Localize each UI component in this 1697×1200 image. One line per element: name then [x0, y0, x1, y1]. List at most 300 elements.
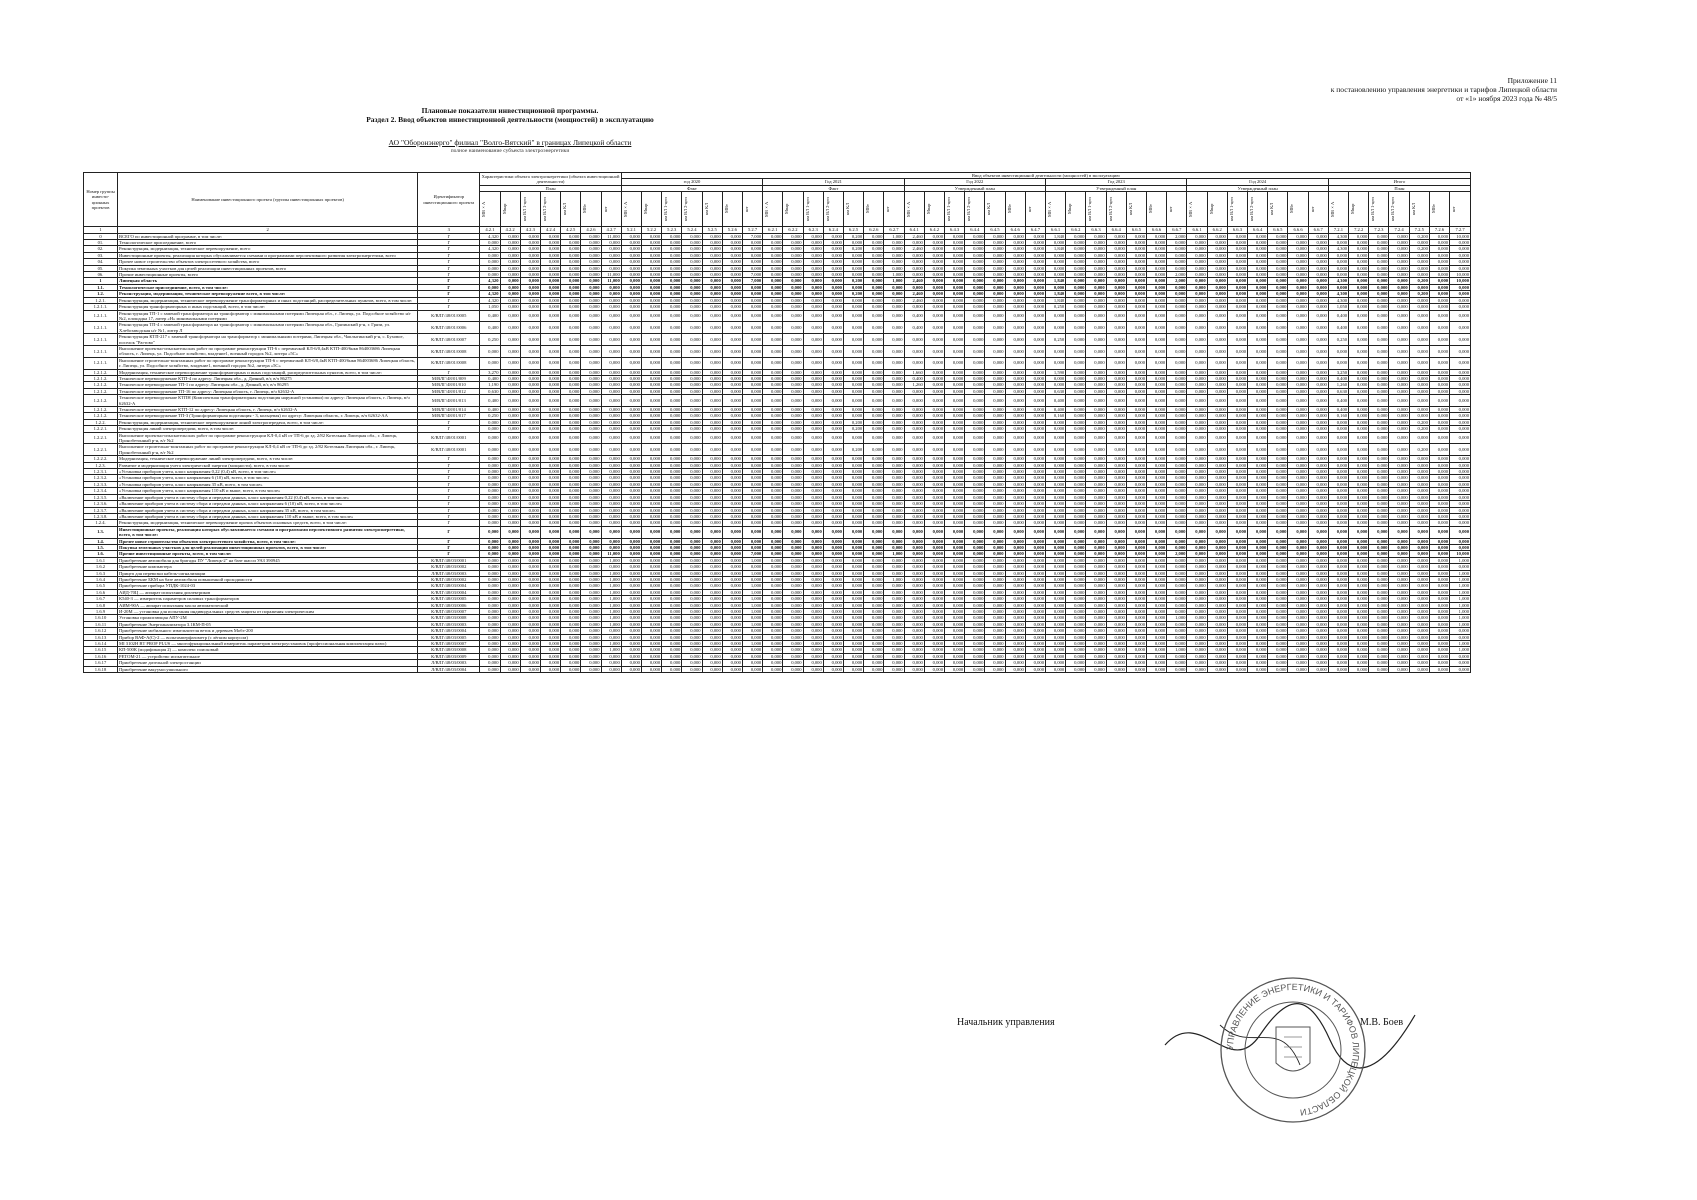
row-value: 0,000: [702, 246, 722, 252]
row-value: 0,000: [1147, 382, 1167, 388]
row-value: 0,000: [682, 481, 702, 487]
header-unit: [1429, 192, 1449, 227]
row-value: 0,000: [904, 469, 924, 475]
row-value: 0,000: [985, 345, 1005, 357]
row-value: 0,000: [480, 494, 500, 500]
index-cell: 4.2.4: [540, 227, 560, 233]
row-value: 0,000: [641, 382, 661, 388]
row-value: 0,000: [1126, 513, 1146, 519]
row-value: 0,000: [641, 345, 661, 357]
row-value: 0,000: [1450, 481, 1471, 487]
row-value: 0,000: [641, 388, 661, 394]
row-value: 0,000: [1106, 641, 1126, 647]
row-value: 0,000: [662, 432, 682, 444]
row-value: 0,000: [1005, 357, 1025, 369]
row-value: 0,000: [1025, 653, 1045, 659]
row-value: 0,000: [965, 596, 985, 602]
row-value: 0,000: [1369, 609, 1389, 615]
row-value: 0,000: [1409, 432, 1429, 444]
row-value: 0,000: [742, 382, 762, 388]
index-cell: 6.2.6: [864, 227, 884, 233]
row-value: 0,000: [803, 666, 823, 672]
row-value: 0,000: [641, 246, 661, 252]
row-value: 0,000: [1288, 265, 1308, 271]
unit-label: МВ×А: [1329, 201, 1335, 217]
row-value: 0,000: [763, 310, 783, 322]
row-value: 0,000: [1349, 462, 1369, 468]
row-value: 0,000: [742, 432, 762, 444]
row-value: 3,270: [480, 369, 500, 375]
row-value: 0,000: [985, 494, 1005, 500]
row-value: 0,000: [1207, 297, 1227, 303]
row-value: 0,000: [1086, 557, 1106, 563]
row-code: 1.4.: [84, 538, 118, 544]
row-value: 0,000: [1147, 291, 1167, 297]
row-value: 0,000: [763, 583, 783, 589]
row-value: 0,000: [621, 628, 641, 634]
row-name: Технологическое присоединение, всего, в том числе:: [118, 284, 418, 290]
row-value: 0,000: [1066, 494, 1086, 500]
row-value: 0,000: [641, 310, 661, 322]
row-value: 0,000: [1248, 233, 1268, 239]
row-value: 0,000: [965, 660, 985, 666]
row-value: 0,000: [520, 494, 540, 500]
row-value: 0,000: [1429, 596, 1449, 602]
row-value: 0,000: [843, 357, 863, 369]
row-value: 0,000: [1046, 513, 1066, 519]
row-value: 0,000: [823, 233, 843, 239]
row-value: 0,000: [621, 609, 641, 615]
row-value: 0,000: [864, 426, 884, 432]
row-value: 0,000: [924, 520, 944, 526]
row-value: 0,000: [864, 557, 884, 563]
row-value: 0,000: [965, 564, 985, 570]
row-value: 0,000: [1429, 641, 1449, 647]
row-value: 0,000: [742, 576, 762, 582]
row-value: 0,000: [1147, 501, 1167, 507]
row-value: 0,000: [1288, 641, 1308, 647]
row-value: 0,000: [864, 233, 884, 239]
row-value: 0,000: [1147, 246, 1167, 252]
row-value: 0,000: [1066, 564, 1086, 570]
row-value: 0,000: [763, 291, 783, 297]
row-value: 0,000: [1409, 481, 1429, 487]
row-value: 0,000: [561, 602, 581, 608]
row-value: 0,000: [1369, 481, 1389, 487]
row-value: 0,000: [823, 602, 843, 608]
row-value: 0,000: [1450, 520, 1471, 526]
row-value: 0,000: [1308, 432, 1328, 444]
row-code: 1.2.2.1.: [84, 432, 118, 444]
row-value: 0,000: [884, 382, 904, 388]
unit-label: МВт: [723, 204, 729, 214]
row-value: 0,000: [1349, 481, 1369, 487]
row-name: Реконструкция, модернизация, техническое перевооружение, всего: [118, 246, 418, 252]
row-value: 0,000: [1288, 551, 1308, 557]
row-value: 0,000: [1005, 602, 1025, 608]
row-value: 0,000: [1248, 538, 1268, 544]
row-value: 0,000: [742, 304, 762, 310]
row-value: 0,000: [1126, 345, 1146, 357]
row-value: 0,000: [1147, 589, 1167, 595]
row-value: 0,000: [540, 444, 560, 456]
row-value: 0,000: [1106, 444, 1126, 456]
row-value: 0,000: [1187, 272, 1207, 278]
row-value: 0,000: [1288, 395, 1308, 407]
row-value: 0,000: [965, 602, 985, 608]
row-value: 0,000: [1268, 609, 1288, 615]
row-value: 0,000: [662, 265, 682, 271]
row-value: 0,000: [945, 334, 965, 346]
row-value: 0,000: [1389, 609, 1409, 615]
row-value: 0,000: [1308, 413, 1328, 419]
row-value: 0,000: [1268, 310, 1288, 322]
row-value: 0,000: [1328, 240, 1348, 246]
row-value: 0,000: [1268, 304, 1288, 310]
row-value: 0,000: [1126, 621, 1146, 627]
row-id: Г: [418, 481, 480, 487]
row-value: 0,000: [884, 583, 904, 589]
row-value: 0,000: [843, 469, 863, 475]
row-value: 0,000: [763, 666, 783, 672]
row-value: 0,000: [480, 240, 500, 246]
row-value: 0,000: [480, 621, 500, 627]
row-value: 0,000: [662, 596, 682, 602]
row-value: 0,000: [641, 291, 661, 297]
row-value: 0,000: [763, 382, 783, 388]
row-code: 1.6.12: [84, 628, 118, 634]
row-value: 0,000: [520, 432, 540, 444]
row-id: Г: [418, 456, 480, 462]
row-value: 0,000: [945, 310, 965, 322]
row-value: 0,000: [1308, 382, 1328, 388]
row-value: 0,000: [1187, 589, 1207, 595]
row-value: 1,000: [742, 641, 762, 647]
row-value: 0,000: [803, 494, 823, 500]
row-value: 0,000: [662, 589, 682, 595]
row-value: 0,000: [1167, 407, 1187, 413]
row-value: 0,000: [1046, 557, 1066, 563]
row-value: 0,000: [1268, 615, 1288, 621]
row-value: 0,000: [540, 520, 560, 526]
row-value: 0,000: [1066, 596, 1086, 602]
row-name: «Включение приборов учета в систему сбора и передачи данных, класс напряжения 6 (10) кВ, всего, в том числе»: [118, 501, 418, 507]
row-value: 0,000: [1268, 456, 1288, 462]
row-value: 0,000: [783, 469, 803, 475]
header-unit: [1005, 192, 1025, 227]
row-value: 0,000: [581, 526, 601, 538]
row-value: 0,000: [1126, 501, 1146, 507]
row-value: 0,000: [500, 481, 520, 487]
row-value: 0,000: [1187, 345, 1207, 357]
row-value: 0,000: [1248, 641, 1268, 647]
row-value: 0,000: [1086, 395, 1106, 407]
row-value: 0,000: [965, 382, 985, 388]
row-value: 0,000: [1429, 284, 1449, 290]
row-code: 1.6.5: [84, 583, 118, 589]
row-value: 0,000: [581, 634, 601, 640]
row-value: 0,000: [945, 382, 965, 388]
row-value: 0,000: [1288, 252, 1308, 258]
row-value: 0,000: [924, 557, 944, 563]
row-value: 0,000: [561, 233, 581, 239]
row-value: 0,000: [1429, 233, 1449, 239]
row-value: 0,000: [823, 388, 843, 394]
row-value: 0,000: [480, 641, 500, 647]
row-value: 0,000: [1167, 570, 1187, 576]
row-value: 0,000: [1106, 576, 1126, 582]
row-value: 0,000: [1025, 375, 1045, 381]
row-value: 0,000: [641, 602, 661, 608]
row-value: 0,000: [1349, 407, 1369, 413]
row-value: 0,000: [1086, 432, 1106, 444]
row-value: 0,000: [763, 481, 783, 487]
row-value: 0,000: [1409, 564, 1429, 570]
row-value: 0,000: [1025, 475, 1045, 481]
row-value: 0,000: [1147, 419, 1167, 425]
row-value: 0,000: [1025, 666, 1045, 672]
row-value: 0,000: [540, 252, 560, 258]
row-value: 0,000: [702, 647, 722, 653]
row-value: 0,000: [1450, 660, 1471, 666]
row-value: 0,000: [1429, 520, 1449, 526]
row-value: 0,000: [1187, 621, 1207, 627]
row-value: 0,000: [924, 462, 944, 468]
row-value: 0,000: [1288, 564, 1308, 570]
row-value: 0,000: [621, 462, 641, 468]
row-value: 0,000: [1086, 246, 1106, 252]
row-value: 0,000: [702, 583, 722, 589]
row-value: 0,000: [1106, 589, 1126, 595]
row-value: 0,000: [843, 345, 863, 357]
row-value: 0,000: [1207, 462, 1227, 468]
row-value: 0,000: [965, 462, 985, 468]
row-value: 0,000: [520, 375, 540, 381]
row-value: 0,000: [722, 544, 742, 550]
row-value: 0,000: [1106, 297, 1126, 303]
header-unit: [1308, 192, 1328, 227]
row-value: 0,000: [1389, 456, 1409, 462]
row-value: 1,000: [1450, 576, 1471, 582]
header-unit: [1349, 192, 1369, 227]
row-value: 0,000: [985, 310, 1005, 322]
row-value: 0,000: [722, 469, 742, 475]
row-value: 0,000: [520, 538, 540, 544]
row-id: К/ВЛГ/48/03/0005: [418, 596, 480, 602]
row-value: 0,000: [1005, 589, 1025, 595]
row-value: 0,000: [803, 564, 823, 570]
row-value: 0,000: [1005, 609, 1025, 615]
row-value: 0,000: [621, 426, 641, 432]
index-cell: 6.6.1: [1046, 227, 1066, 233]
row-value: 1,000: [884, 278, 904, 284]
row-value: 1,000: [1450, 583, 1471, 589]
row-value: 0,000: [641, 576, 661, 582]
row-id: Г: [418, 494, 480, 500]
row-value: 0,000: [1025, 507, 1045, 513]
row-value: 0,000: [480, 576, 500, 582]
row-value: 0,000: [1207, 432, 1227, 444]
row-id: Г: [418, 538, 480, 544]
row-value: 0,000: [783, 513, 803, 519]
header-unit: [945, 192, 965, 227]
row-value: 0,000: [965, 334, 985, 346]
row-value: 0,000: [682, 488, 702, 494]
row-value: 0,000: [1429, 469, 1449, 475]
row-value: 0,000: [480, 583, 500, 589]
row-value: 0,000: [1227, 462, 1247, 468]
row-value: 0,000: [823, 259, 843, 265]
row-value: 2,000: [1167, 233, 1187, 239]
row-value: 0,000: [480, 265, 500, 271]
row-value: 0,000: [581, 513, 601, 519]
row-value: 0,000: [1126, 369, 1146, 375]
row-value: 0,000: [561, 246, 581, 252]
row-value: 0,000: [702, 407, 722, 413]
row-value: 0,000: [783, 375, 803, 381]
row-value: 0,000: [581, 557, 601, 563]
row-value: 0,000: [1005, 456, 1025, 462]
row-value: 0,000: [945, 557, 965, 563]
row-value: 0,000: [1369, 357, 1389, 369]
row-value: 0,000: [1328, 481, 1348, 487]
row-value: 0,000: [702, 265, 722, 271]
row-value: 0,000: [1046, 583, 1066, 589]
index-cell: 6.4.5: [985, 227, 1005, 233]
row-value: 0,000: [1409, 395, 1429, 407]
unit-label: км КЛ: [1127, 203, 1133, 216]
row-value: 0,200: [1409, 278, 1429, 284]
row-value: 0,000: [783, 609, 803, 615]
row-value: 0,000: [1248, 357, 1268, 369]
row-value: 0,000: [1147, 557, 1167, 563]
row-value: 0,000: [1066, 507, 1086, 513]
row-value: 0,000: [985, 602, 1005, 608]
row-value: 0,000: [1409, 602, 1429, 608]
row-value: 0,000: [985, 426, 1005, 432]
row-value: 0,000: [1429, 544, 1449, 550]
row-value: 0,000: [480, 557, 500, 563]
row-value: 0,000: [1389, 357, 1409, 369]
row-value: 0,000: [763, 357, 783, 369]
index-cell: 7.2.5: [1409, 227, 1429, 233]
row-value: 0,000: [601, 666, 621, 672]
row-value: 0,000: [1187, 357, 1207, 369]
row-value: 0,000: [1389, 526, 1409, 538]
row-value: 0,000: [864, 297, 884, 303]
row-value: 0,000: [1066, 513, 1086, 519]
row-value: 0,000: [1227, 369, 1247, 375]
row-value: 0,200: [1409, 246, 1429, 252]
row-value: 0,000: [1349, 641, 1369, 647]
row-value: 0,000: [783, 259, 803, 265]
row-value: 0,000: [1328, 653, 1348, 659]
row-value: 0,000: [1429, 322, 1449, 334]
row-value: 0,000: [480, 432, 500, 444]
row-code: 1.2.1.: [84, 297, 118, 303]
row-value: 0,000: [621, 432, 641, 444]
row-value: 0,000: [1207, 426, 1227, 432]
row-value: 0,000: [1046, 375, 1066, 381]
row-value: 0,000: [480, 589, 500, 595]
row-value: 0,000: [601, 252, 621, 258]
row-value: 0,000: [500, 272, 520, 278]
row-value: 0,000: [1066, 557, 1086, 563]
row-value: 0,000: [1147, 653, 1167, 659]
row-value: 0,000: [1086, 628, 1106, 634]
row-value: 0,000: [1005, 501, 1025, 507]
row-value: 0,000: [500, 334, 520, 346]
row-value: 0,000: [601, 628, 621, 634]
row-value: 0,000: [1187, 388, 1207, 394]
row-value: 0,000: [500, 634, 520, 640]
row-value: 0,000: [904, 388, 924, 394]
row-value: 0,000: [945, 641, 965, 647]
row-value: 0,000: [1147, 551, 1167, 557]
row-value: 0,000: [1328, 345, 1348, 357]
row-value: 0,000: [1046, 475, 1066, 481]
row-value: 0,000: [520, 589, 540, 595]
row-value: 0,000: [1167, 252, 1187, 258]
row-value: 0,000: [561, 388, 581, 394]
row-value: 0,000: [1349, 596, 1369, 602]
row-value: 0,000: [1389, 462, 1409, 468]
row-value: 0,000: [682, 388, 702, 394]
row-code: 1.2.1.2.: [84, 388, 118, 394]
row-value: 0,000: [641, 660, 661, 666]
row-value: 0,000: [803, 602, 823, 608]
row-value: 0,000: [1046, 456, 1066, 462]
row-value: 0,000: [702, 432, 722, 444]
row-value: 0,000: [924, 382, 944, 388]
row-value: 0,000: [500, 278, 520, 284]
row-value: 0,000: [601, 501, 621, 507]
row-value: 0,000: [1349, 265, 1369, 271]
row-value: 0,000: [1025, 628, 1045, 634]
row-code: 1.2.3.5.: [84, 494, 118, 500]
row-value: 0,000: [1005, 647, 1025, 653]
row-value: 0,000: [803, 413, 823, 419]
row-value: 0,000: [1409, 357, 1429, 369]
row-value: 0,000: [722, 426, 742, 432]
row-value: 0,000: [1025, 284, 1045, 290]
row-value: 0,000: [985, 469, 1005, 475]
row-value: 0,000: [500, 259, 520, 265]
row-value: 0,000: [682, 475, 702, 481]
row-value: 0,000: [581, 544, 601, 550]
index-cell: 1: [84, 227, 118, 233]
row-name: КП-500К (модификация 2) — комплекс поисковый: [118, 647, 418, 653]
row-value: 0,000: [823, 291, 843, 297]
row-value: 0,000: [985, 501, 1005, 507]
row-value: 0,000: [1025, 291, 1045, 297]
row-value: 0,000: [641, 252, 661, 258]
row-name: Реконструкция, модернизация, техническое перевооружение линий электропередачи, всего, в том числе:: [118, 419, 418, 425]
row-name: Приобретение БКМ на базе автомобиля повышенной проходимости: [118, 576, 418, 582]
row-value: 0,000: [601, 475, 621, 481]
row-value: 0,000: [1268, 297, 1288, 303]
row-value: 0,000: [985, 653, 1005, 659]
row-value: 0,000: [1288, 576, 1308, 582]
row-value: 7,000: [742, 278, 762, 284]
row-value: 0,000: [520, 641, 540, 647]
row-id: М/ВЛГ/48/01/017: [418, 413, 480, 419]
row-value: 0,000: [1409, 494, 1429, 500]
row-value: 0,000: [1288, 488, 1308, 494]
row-value: 0,200: [843, 278, 863, 284]
row-value: 0,000: [561, 538, 581, 544]
row-value: 0,000: [1369, 520, 1389, 526]
